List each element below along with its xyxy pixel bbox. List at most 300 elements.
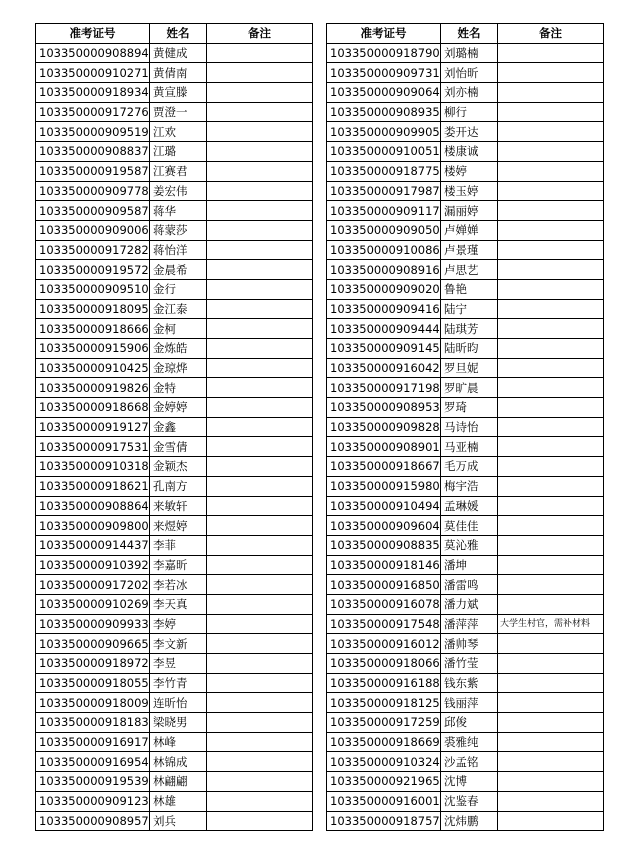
- table-row: [327, 319, 604, 339]
- table-row: [36, 516, 313, 536]
- cell-exam-id: 103350000916188: [327, 673, 441, 693]
- cell-note: [207, 673, 313, 693]
- cell-name: 刘兵: [150, 811, 207, 831]
- cell-note: [207, 791, 313, 811]
- cell-name: 林雄: [150, 791, 207, 811]
- table-row: [327, 457, 604, 477]
- table-row: [327, 161, 604, 181]
- table-row: [327, 732, 604, 752]
- cell-name: 黄宣滕: [150, 83, 207, 103]
- cell-note: [498, 102, 604, 122]
- table-row: [36, 240, 313, 260]
- cell-name: 江赛君: [150, 161, 207, 181]
- header-exam-id: 准考证号: [36, 24, 150, 44]
- table-row: [327, 220, 604, 240]
- cell-exam-id: 103350000909905: [327, 122, 441, 142]
- cell-name: 钱东紫: [441, 673, 498, 693]
- cell-note: [498, 535, 604, 555]
- cell-exam-id: 103350000916850: [327, 575, 441, 595]
- cell-exam-id: 103350000918775: [327, 161, 441, 181]
- table-row: [327, 358, 604, 378]
- table-row: [327, 476, 604, 496]
- cell-name: 贾澄一: [150, 102, 207, 122]
- table-row: [327, 339, 604, 359]
- cell-exam-id: 103350000918666: [36, 319, 150, 339]
- cell-exam-id: 103350000915906: [36, 339, 150, 359]
- cell-note: [207, 279, 313, 299]
- cell-name: 李昱: [150, 654, 207, 674]
- table-row: [327, 516, 604, 536]
- cell-note: [498, 417, 604, 437]
- cell-note: [207, 220, 313, 240]
- cell-exam-id: 103350000908957: [36, 811, 150, 831]
- cell-note: [207, 496, 313, 516]
- cell-exam-id: 103350000915980: [327, 476, 441, 496]
- cell-note: [498, 142, 604, 162]
- cell-name: 金炼皓: [150, 339, 207, 359]
- header-note: 备注: [498, 24, 604, 44]
- cell-note: [498, 83, 604, 103]
- table-row: [36, 811, 313, 831]
- table-row: [36, 398, 313, 418]
- cell-name: 姜宏伟: [150, 181, 207, 201]
- cell-note: [207, 654, 313, 674]
- table-row: [327, 102, 604, 122]
- cell-exam-id: 103350000910494: [327, 496, 441, 516]
- cell-name: 孔南方: [150, 476, 207, 496]
- table-row: [327, 555, 604, 575]
- cell-name: 金江泰: [150, 299, 207, 319]
- table-row: [327, 713, 604, 733]
- cell-note: [498, 791, 604, 811]
- table-row: [327, 417, 604, 437]
- cell-name: 卢婵婵: [441, 220, 498, 240]
- cell-note: [498, 437, 604, 457]
- cell-exam-id: 103350000910271: [36, 63, 150, 83]
- cell-name: 李菲: [150, 535, 207, 555]
- cell-name: 莫佳佳: [441, 516, 498, 536]
- table-row: [36, 260, 313, 280]
- cell-exam-id: 103350000916001: [327, 791, 441, 811]
- cell-note: [207, 43, 313, 63]
- table-row: [327, 535, 604, 555]
- table-row: [36, 43, 313, 63]
- cell-exam-id: 103350000909587: [36, 201, 150, 221]
- cell-exam-id: 103350000917202: [36, 575, 150, 595]
- cell-name: 陆昕昀: [441, 339, 498, 359]
- cell-note: [207, 122, 313, 142]
- cell-note: [207, 516, 313, 536]
- cell-note: [207, 161, 313, 181]
- cell-note: [498, 43, 604, 63]
- table-row: [327, 279, 604, 299]
- cell-exam-id: 103350000916917: [36, 732, 150, 752]
- cell-name: 金雪倩: [150, 437, 207, 457]
- table-row: [327, 772, 604, 792]
- cell-exam-id: 103350000910269: [36, 594, 150, 614]
- cell-note: [498, 713, 604, 733]
- cell-exam-id: 103350000918146: [327, 555, 441, 575]
- cell-note: [498, 319, 604, 339]
- cell-note: [498, 339, 604, 359]
- table-row: [327, 654, 604, 674]
- cell-exam-id: 103350000909731: [327, 63, 441, 83]
- cell-name: 李文新: [150, 634, 207, 654]
- cell-name: 罗旦妮: [441, 358, 498, 378]
- cell-note: [207, 457, 313, 477]
- table-row: [36, 496, 313, 516]
- cell-note: [498, 811, 604, 831]
- table-row: [36, 378, 313, 398]
- header-note: 备注: [207, 24, 313, 44]
- header-name: 姓名: [441, 24, 498, 44]
- table-row: [327, 240, 604, 260]
- cell-note: [498, 476, 604, 496]
- cell-name: 蒋蒙莎: [150, 220, 207, 240]
- cell-exam-id: 103350000918668: [36, 398, 150, 418]
- cell-exam-id: 103350000918972: [36, 654, 150, 674]
- cell-note: 大学生村官，需补材料: [498, 614, 604, 634]
- table-row: [327, 811, 604, 831]
- cell-exam-id: 103350000914437: [36, 535, 150, 555]
- table-row: [36, 279, 313, 299]
- cell-name: 江欢: [150, 122, 207, 142]
- cell-note: [498, 732, 604, 752]
- table-row: [36, 791, 313, 811]
- cell-name: 梁晓男: [150, 713, 207, 733]
- cell-name: 金晨希: [150, 260, 207, 280]
- table-row: [36, 299, 313, 319]
- cell-exam-id: 103350000910324: [327, 752, 441, 772]
- cell-exam-id: 103350000918669: [327, 732, 441, 752]
- cell-name: 金行: [150, 279, 207, 299]
- cell-note: [207, 201, 313, 221]
- cell-name: 楼婷: [441, 161, 498, 181]
- table-row: [36, 122, 313, 142]
- cell-name: 李嘉昕: [150, 555, 207, 575]
- cell-exam-id: 103350000916012: [327, 634, 441, 654]
- cell-note: [498, 752, 604, 772]
- cell-exam-id: 103350000909519: [36, 122, 150, 142]
- cell-note: [498, 516, 604, 536]
- cell-note: [498, 693, 604, 713]
- table-row: [36, 555, 313, 575]
- table-row: [327, 181, 604, 201]
- cell-name: 潘帅琴: [441, 634, 498, 654]
- cell-exam-id: 103350000910086: [327, 240, 441, 260]
- cell-exam-id: 103350000917548: [327, 614, 441, 634]
- table-row: [36, 358, 313, 378]
- cell-note: [207, 319, 313, 339]
- cell-exam-id: 103350000909117: [327, 201, 441, 221]
- cell-note: [207, 260, 313, 280]
- cell-name: 刘怡昕: [441, 63, 498, 83]
- table-row: [36, 437, 313, 457]
- cell-exam-id: 103350000918667: [327, 457, 441, 477]
- cell-name: 蒋怡洋: [150, 240, 207, 260]
- cell-exam-id: 103350000909800: [36, 516, 150, 536]
- cell-name: 马诗怡: [441, 417, 498, 437]
- cell-exam-id: 103350000917531: [36, 437, 150, 457]
- header-name: 姓名: [150, 24, 207, 44]
- table-row: [327, 83, 604, 103]
- cell-note: [498, 398, 604, 418]
- cell-note: [207, 752, 313, 772]
- cell-exam-id: 103350000908916: [327, 260, 441, 280]
- cell-note: [207, 339, 313, 359]
- table-row: [36, 654, 313, 674]
- roster-body-left: [36, 43, 313, 831]
- cell-exam-id: 103350000918183: [36, 713, 150, 733]
- cell-note: [207, 378, 313, 398]
- cell-exam-id: 103350000917276: [36, 102, 150, 122]
- table-row: [327, 752, 604, 772]
- cell-exam-id: 103350000908953: [327, 398, 441, 418]
- cell-name: 柳行: [441, 102, 498, 122]
- cell-exam-id: 103350000909006: [36, 220, 150, 240]
- cell-name: 金颖杰: [150, 457, 207, 477]
- cell-exam-id: 103350000909020: [327, 279, 441, 299]
- table-row: [327, 634, 604, 654]
- cell-name: 潘萍萍: [441, 614, 498, 634]
- cell-note: [207, 240, 313, 260]
- cell-name: 钱丽萍: [441, 693, 498, 713]
- table-row: [327, 693, 604, 713]
- table-row: [327, 142, 604, 162]
- cell-name: 连昕怡: [150, 693, 207, 713]
- table-row: [327, 378, 604, 398]
- cell-note: [207, 634, 313, 654]
- cell-name: 江璐: [150, 142, 207, 162]
- cell-note: [498, 772, 604, 792]
- cell-exam-id: 103350000910318: [36, 457, 150, 477]
- cell-name: 李婷: [150, 614, 207, 634]
- cell-exam-id: 103350000909064: [327, 83, 441, 103]
- table-row: [36, 220, 313, 240]
- cell-note: [498, 634, 604, 654]
- cell-name: 刘亦楠: [441, 83, 498, 103]
- cell-name: 金婷婷: [150, 398, 207, 418]
- cell-exam-id: 103350000917987: [327, 181, 441, 201]
- cell-exam-id: 103350000909145: [327, 339, 441, 359]
- cell-name: 金鑫: [150, 417, 207, 437]
- cell-name: 沈博: [441, 772, 498, 792]
- cell-note: [207, 83, 313, 103]
- table-row: [36, 634, 313, 654]
- cell-note: [207, 693, 313, 713]
- cell-note: [498, 457, 604, 477]
- cell-name: 裘雅纯: [441, 732, 498, 752]
- cell-name: 潘力斌: [441, 594, 498, 614]
- cell-exam-id: 103350000908901: [327, 437, 441, 457]
- cell-name: 罗琦: [441, 398, 498, 418]
- cell-exam-id: 103350000916078: [327, 594, 441, 614]
- cell-exam-id: 103350000919127: [36, 417, 150, 437]
- cell-exam-id: 103350000910051: [327, 142, 441, 162]
- cell-exam-id: 103350000918009: [36, 693, 150, 713]
- cell-name: 金特: [150, 378, 207, 398]
- cell-note: [498, 122, 604, 142]
- table-row: [327, 43, 604, 63]
- cell-name: 潘雷鸣: [441, 575, 498, 595]
- cell-exam-id: 103350000918934: [36, 83, 150, 103]
- cell-name: 楼玉婷: [441, 181, 498, 201]
- cell-exam-id: 103350000908864: [36, 496, 150, 516]
- table-row: [36, 417, 313, 437]
- cell-name: 沈鉴春: [441, 791, 498, 811]
- cell-note: [498, 358, 604, 378]
- cell-exam-id: 103350000909933: [36, 614, 150, 634]
- table-row: [36, 161, 313, 181]
- table-row: [327, 398, 604, 418]
- cell-note: [207, 811, 313, 831]
- table-row: [36, 732, 313, 752]
- table-row: [36, 319, 313, 339]
- table-row: [36, 713, 313, 733]
- cell-note: [498, 575, 604, 595]
- roster-body-right: [327, 43, 604, 831]
- cell-note: [498, 220, 604, 240]
- cell-note: [207, 437, 313, 457]
- cell-name: 金柯: [150, 319, 207, 339]
- table-row: [36, 476, 313, 496]
- cell-note: [498, 673, 604, 693]
- cell-note: [207, 142, 313, 162]
- cell-exam-id: 103350000908935: [327, 102, 441, 122]
- table-row: [327, 496, 604, 516]
- table-row: [36, 535, 313, 555]
- cell-note: [207, 417, 313, 437]
- cell-name: 卢景瑾: [441, 240, 498, 260]
- cell-exam-id: 103350000909828: [327, 417, 441, 437]
- cell-name: 罗旷晨: [441, 378, 498, 398]
- cell-exam-id: 103350000917259: [327, 713, 441, 733]
- cell-name: 娄开达: [441, 122, 498, 142]
- cell-exam-id: 103350000909604: [327, 516, 441, 536]
- cell-note: [498, 378, 604, 398]
- cell-exam-id: 103350000919539: [36, 772, 150, 792]
- cell-name: 卢思艺: [441, 260, 498, 280]
- cell-exam-id: 103350000909778: [36, 181, 150, 201]
- cell-note: [207, 575, 313, 595]
- cell-exam-id: 103350000909444: [327, 319, 441, 339]
- cell-note: [207, 476, 313, 496]
- cell-exam-id: 103350000909123: [36, 791, 150, 811]
- table-row: [36, 693, 313, 713]
- cell-note: [207, 732, 313, 752]
- cell-exam-id: 103350000917198: [327, 378, 441, 398]
- cell-exam-id: 103350000918125: [327, 693, 441, 713]
- header-row: [327, 24, 604, 44]
- cell-name: 孟琳媛: [441, 496, 498, 516]
- cell-note: [207, 535, 313, 555]
- cell-note: [498, 654, 604, 674]
- table-row: [327, 614, 604, 634]
- cell-exam-id: 103350000918095: [36, 299, 150, 319]
- cell-note: [498, 260, 604, 280]
- cell-name: 潘坤: [441, 555, 498, 575]
- table-row: [36, 201, 313, 221]
- cell-exam-id: 103350000918790: [327, 43, 441, 63]
- table-row: [327, 260, 604, 280]
- table-row: [36, 575, 313, 595]
- table-row: [327, 201, 604, 221]
- cell-name: 漏丽婷: [441, 201, 498, 221]
- cell-note: [498, 201, 604, 221]
- cell-name: 林峰: [150, 732, 207, 752]
- cell-exam-id: 103350000916954: [36, 752, 150, 772]
- cell-name: 梅宇浩: [441, 476, 498, 496]
- cell-exam-id: 103350000918066: [327, 654, 441, 674]
- cell-exam-id: 103350000919826: [36, 378, 150, 398]
- cell-name: 陆宁: [441, 299, 498, 319]
- cell-note: [498, 181, 604, 201]
- cell-name: 黄健成: [150, 43, 207, 63]
- cell-note: [207, 299, 313, 319]
- cell-exam-id: 103350000918621: [36, 476, 150, 496]
- table-row: [327, 575, 604, 595]
- cell-name: 莫沁雅: [441, 535, 498, 555]
- cell-name: 沙孟铭: [441, 752, 498, 772]
- table-row: [327, 299, 604, 319]
- cell-note: [498, 279, 604, 299]
- cell-exam-id: 103350000909665: [36, 634, 150, 654]
- table-row: [36, 594, 313, 614]
- cell-exam-id: 103350000916042: [327, 358, 441, 378]
- table-row: [36, 457, 313, 477]
- cell-name: 林翩翩: [150, 772, 207, 792]
- table-row: [36, 142, 313, 162]
- header-exam-id: 准考证号: [327, 24, 441, 44]
- cell-name: 邱俊: [441, 713, 498, 733]
- cell-exam-id: 103350000909050: [327, 220, 441, 240]
- cell-exam-id: 103350000919587: [36, 161, 150, 181]
- cell-name: 林锦成: [150, 752, 207, 772]
- table-row: [36, 102, 313, 122]
- cell-name: 蒋华: [150, 201, 207, 221]
- header-row: [36, 24, 313, 44]
- cell-name: 李竹青: [150, 673, 207, 693]
- cell-name: 毛万成: [441, 457, 498, 477]
- table-row: [36, 673, 313, 693]
- table-row: [327, 63, 604, 83]
- table-row: [36, 83, 313, 103]
- table-row: [36, 339, 313, 359]
- table-row: [327, 791, 604, 811]
- cell-note: [207, 181, 313, 201]
- cell-note: [207, 594, 313, 614]
- cell-note: [207, 102, 313, 122]
- table-row: [36, 614, 313, 634]
- cell-exam-id: 103350000917282: [36, 240, 150, 260]
- cell-note: [207, 358, 313, 378]
- cell-note: [498, 63, 604, 83]
- table-row: [36, 752, 313, 772]
- table-row: [327, 594, 604, 614]
- cell-exam-id: 103350000909416: [327, 299, 441, 319]
- cell-note: [207, 555, 313, 575]
- cell-exam-id: 103350000909510: [36, 279, 150, 299]
- cell-exam-id: 103350000908894: [36, 43, 150, 63]
- cell-name: 李天真: [150, 594, 207, 614]
- cell-note: [207, 614, 313, 634]
- table-row: [327, 437, 604, 457]
- cell-note: [207, 713, 313, 733]
- cell-note: [207, 772, 313, 792]
- roster-table-right: [326, 23, 604, 831]
- cell-note: [498, 161, 604, 181]
- cell-name: 陆琪芳: [441, 319, 498, 339]
